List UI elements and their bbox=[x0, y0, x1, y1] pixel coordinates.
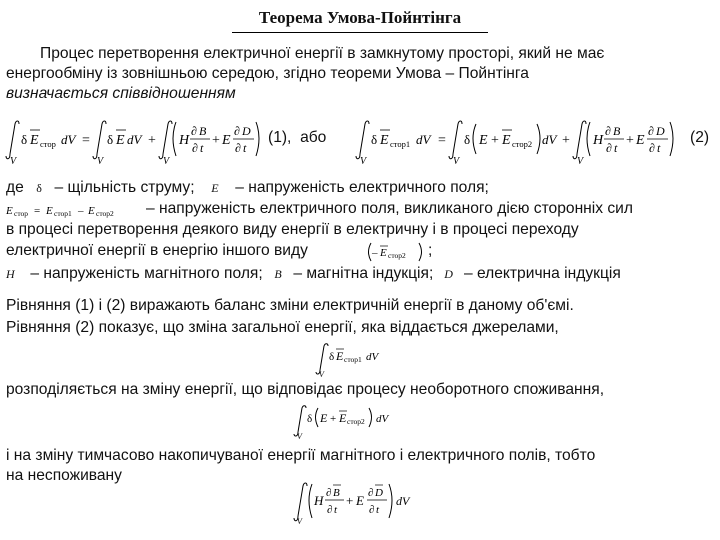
e-symbol: E bbox=[88, 205, 95, 217]
delta-symbol: δ bbox=[329, 351, 335, 363]
e-symbol: E bbox=[380, 133, 389, 148]
right-paren bbox=[670, 122, 673, 156]
left-paren bbox=[473, 124, 476, 154]
b-symbol: B bbox=[613, 124, 621, 138]
or-word: або bbox=[300, 129, 327, 146]
stor1-subscript: стор1 bbox=[390, 139, 411, 149]
volume-v: V bbox=[453, 156, 460, 166]
b-description: – магнітна індукція; bbox=[293, 265, 434, 282]
d-symbol: D bbox=[242, 124, 251, 138]
partial-t: ∂ bbox=[369, 504, 375, 516]
partial-t: ∂ bbox=[649, 141, 655, 155]
volume-v: V bbox=[297, 517, 302, 526]
partial-t: ∂ bbox=[327, 504, 333, 516]
plus-sign: + bbox=[562, 133, 570, 148]
partial-b: ∂ bbox=[326, 487, 332, 499]
minus-sign: – bbox=[372, 247, 378, 259]
right-paren bbox=[389, 484, 392, 518]
d-symbol: D bbox=[375, 487, 383, 499]
stor2-subscript: стор2 bbox=[388, 251, 406, 260]
dv-symbol: dV bbox=[61, 132, 76, 147]
intro-line-2: енергообміну із зовнішньою середою, згідно теореми Умова – Пойнтінга bbox=[6, 65, 529, 82]
e-description: – напруженість електричного поля; bbox=[235, 179, 489, 196]
source-energy-integral bbox=[314, 340, 414, 378]
e-symbol: E bbox=[502, 133, 511, 148]
volume-v: V bbox=[297, 432, 302, 440]
e-symbol: E bbox=[479, 133, 488, 148]
right-paren bbox=[369, 408, 372, 427]
plus-sign: + bbox=[346, 493, 354, 508]
volume-v: V bbox=[163, 156, 170, 166]
left-paren bbox=[173, 122, 176, 156]
stor-subscript: стор bbox=[40, 139, 56, 149]
plus-sign: + bbox=[148, 133, 156, 148]
delta-description: – щільність струму; bbox=[54, 179, 195, 196]
integral-sign bbox=[356, 121, 369, 159]
partial-t: ∂ bbox=[192, 141, 198, 155]
e-symbol: E bbox=[46, 205, 53, 217]
t-symbol: t bbox=[376, 504, 380, 516]
h-symbol: H bbox=[314, 493, 324, 508]
volume-v: V bbox=[319, 370, 324, 378]
intro-line-1: Процес перетворення електричної енергії в замкнутому просторі, який не має bbox=[40, 45, 605, 62]
dv-symbol: dV bbox=[366, 351, 379, 363]
e-symbol: E bbox=[636, 133, 645, 148]
plus-sign: + bbox=[626, 133, 634, 148]
intro-line-3: визначається співвідношенням bbox=[6, 85, 236, 102]
plus-sign: + bbox=[491, 133, 499, 148]
eq1-label bbox=[268, 128, 326, 148]
e-symbol: E bbox=[211, 181, 219, 195]
equation-1 bbox=[4, 116, 266, 166]
stor2-subscript: стор2 bbox=[512, 139, 533, 149]
delta-symbol: δ bbox=[21, 132, 28, 147]
def-where-delta bbox=[6, 178, 489, 198]
left-paren bbox=[369, 243, 372, 261]
dv-symbol: dV bbox=[127, 132, 142, 147]
e-symbol: E bbox=[320, 411, 328, 425]
estor-description: – напруженість електричного поля, викликаного дією сторонніх сил bbox=[146, 200, 633, 217]
integral-sign bbox=[449, 121, 462, 159]
e-symbol: E bbox=[380, 247, 387, 259]
integral-sign bbox=[159, 121, 172, 159]
partial-t: ∂ bbox=[606, 141, 612, 155]
where-word: де bbox=[6, 179, 24, 196]
def-line-4 bbox=[6, 241, 308, 261]
estor-equation bbox=[4, 199, 142, 221]
h-description: – напруженість магнітного поля; bbox=[30, 265, 263, 282]
left-paren bbox=[587, 122, 590, 156]
e-symbol: E bbox=[356, 493, 364, 508]
minus-sign: – bbox=[78, 205, 84, 217]
dv-symbol: dV bbox=[542, 132, 557, 147]
integral-sign bbox=[93, 121, 106, 159]
partial-d: ∂ bbox=[234, 124, 240, 138]
d-description: – електрична індукція bbox=[463, 265, 621, 282]
def-line-4-end: ; bbox=[428, 242, 433, 259]
page-title: Теорема Умова-Пойнтінга bbox=[258, 8, 462, 27]
equals-sign: = bbox=[438, 133, 446, 148]
stor-subscript: стор bbox=[14, 209, 29, 218]
t-symbol: t bbox=[334, 504, 338, 516]
irreversible-energy-integral bbox=[292, 402, 412, 440]
stor1-subscript: стор1 bbox=[344, 355, 362, 364]
left-paren bbox=[316, 408, 319, 427]
dv-symbol: dV bbox=[396, 494, 410, 508]
dv-symbol: dV bbox=[416, 132, 431, 147]
delta-symbol: δ bbox=[464, 132, 471, 147]
partial-d: ∂ bbox=[368, 487, 374, 499]
eq1-number: (1), bbox=[268, 129, 292, 146]
partial-b: ∂ bbox=[605, 124, 611, 138]
def-line-4-text: електричної енергії в енергію іншого виду bbox=[6, 242, 308, 259]
integral-sign bbox=[294, 483, 307, 521]
e-symbol: E bbox=[339, 411, 347, 425]
d-symbol: D bbox=[656, 124, 665, 138]
right-paren bbox=[419, 243, 422, 261]
def-h-b-d bbox=[6, 264, 621, 284]
t-symbol: t bbox=[243, 141, 247, 155]
integral-sign bbox=[573, 121, 586, 159]
stor2-subscript: стор2 bbox=[96, 209, 114, 218]
integral-sign bbox=[6, 121, 19, 159]
h-symbol: H bbox=[6, 267, 15, 281]
dv-symbol: dV bbox=[376, 413, 389, 425]
stored-energy-integral bbox=[292, 478, 422, 526]
partial-b: ∂ bbox=[191, 124, 197, 138]
paragraph-5: на неспоживану bbox=[6, 467, 122, 484]
equals-sign: = bbox=[34, 205, 41, 217]
volume-v: V bbox=[97, 156, 104, 166]
b-symbol: B bbox=[333, 487, 340, 499]
volume-v: V bbox=[577, 156, 584, 166]
minus-estor2 bbox=[364, 240, 428, 264]
t-symbol: t bbox=[614, 141, 618, 155]
paragraph-3: розподіляється на зміну енергії, що відповідає процесу необоротного споживання, bbox=[6, 381, 605, 398]
left-paren bbox=[309, 484, 312, 518]
t-symbol: t bbox=[657, 141, 661, 155]
equals-sign: = bbox=[82, 133, 90, 148]
b-symbol: B bbox=[274, 267, 282, 281]
stor1-subscript: стор1 bbox=[54, 209, 72, 218]
def-line-3: в процесі перетворення деякого виду енергії в електричну і в процесі переходу bbox=[6, 221, 579, 238]
t-symbol: t bbox=[200, 141, 204, 155]
volume-v: V bbox=[360, 156, 367, 166]
b-symbol: B bbox=[199, 124, 207, 138]
paragraph-4: і на зміну тимчасово накопичуваної енергії магнітного і електричного полів, тобто bbox=[6, 447, 596, 464]
plus-sign: + bbox=[212, 133, 220, 148]
delta-symbol: δ bbox=[371, 132, 378, 147]
delta-symbol: δ bbox=[36, 181, 42, 195]
e-symbol: E bbox=[336, 349, 344, 363]
title-underline bbox=[232, 32, 488, 33]
eq2-label: (2) bbox=[690, 129, 710, 146]
e-symbol: E bbox=[116, 133, 125, 148]
volume-v: V bbox=[10, 156, 17, 166]
plus-sign: + bbox=[330, 413, 337, 425]
h-symbol: H bbox=[179, 133, 190, 148]
right-paren bbox=[256, 122, 259, 156]
equation-2 bbox=[354, 116, 684, 166]
e-symbol: E bbox=[30, 133, 39, 148]
e-symbol: E bbox=[6, 205, 13, 217]
partial-t: ∂ bbox=[235, 141, 241, 155]
d-symbol: D bbox=[444, 267, 453, 281]
delta-symbol: δ bbox=[307, 413, 313, 425]
paragraph-2: Рівняння (2) показує, що зміна загальної енергії, яка віддається джерелами, bbox=[6, 319, 559, 336]
stor2-subscript: стор2 bbox=[347, 417, 365, 426]
right-paren bbox=[537, 124, 540, 154]
e-symbol: E bbox=[222, 133, 231, 148]
partial-d: ∂ bbox=[648, 124, 654, 138]
delta-symbol: δ bbox=[107, 132, 114, 147]
h-symbol: H bbox=[593, 133, 604, 148]
paragraph-1: Рівняння (1) і (2) виражають баланс зміни електричній енергії в даному об'ємі. bbox=[6, 297, 574, 314]
